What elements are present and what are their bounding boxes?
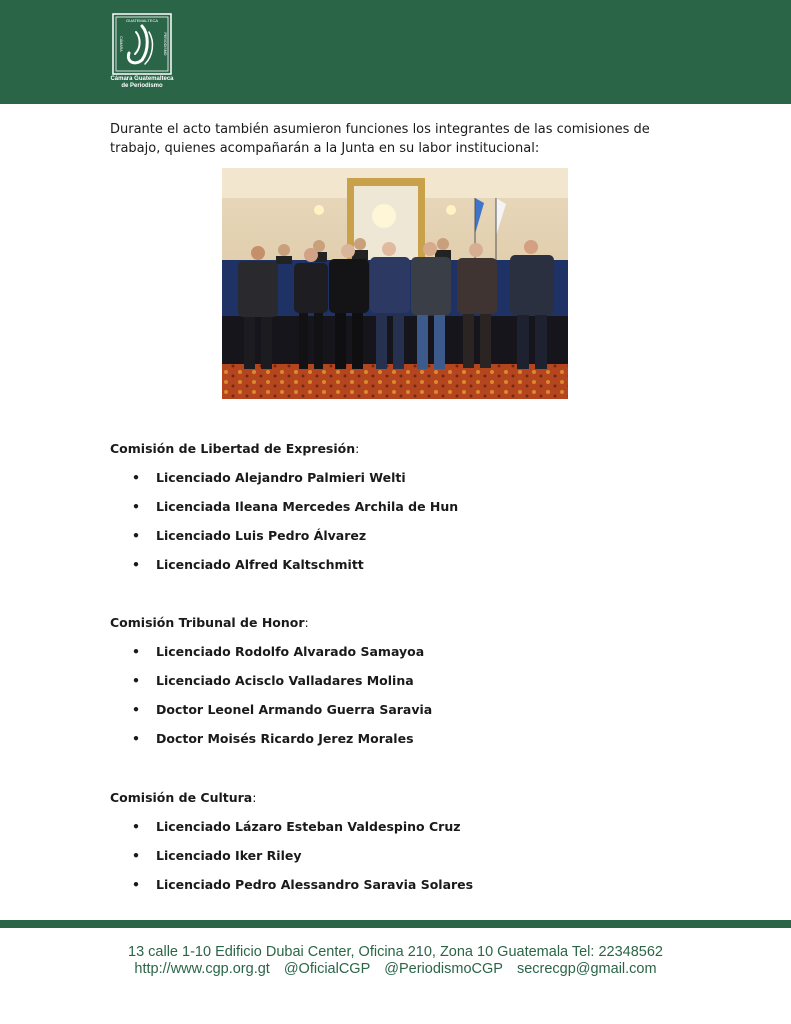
commission-group-photo	[222, 168, 568, 399]
list-item: • Licenciado Alfred Kaltschmitt	[132, 557, 364, 572]
list-item: • Licenciada Ileana Mercedes Archila de Hun	[132, 499, 459, 514]
list-item: • Licenciado Rodolfo Alvarado Samayoa	[132, 644, 425, 659]
footer-links-row	[0, 961, 791, 978]
footer-divider	[0, 920, 791, 928]
list-item: • Licenciado Acisclo Valladares Molina	[132, 673, 414, 688]
bullet-icon: •	[132, 673, 140, 688]
footer-website-link[interactable]: http://www.cgp.org.gt	[134, 961, 270, 977]
footer-handle-periodismocgp[interactable]: @PeriodismoCGP	[384, 961, 503, 977]
bullet-icon: •	[132, 499, 140, 514]
svg-text:PERIODISMO: PERIODISMO	[163, 32, 167, 56]
member-list	[110, 643, 710, 748]
list-item: • Doctor Moisés Ricardo Jerez Morales	[132, 731, 414, 746]
footer-email-link[interactable]: secrecgp@gmail.com	[516, 961, 657, 977]
member-list	[110, 469, 710, 574]
footer-contact	[0, 944, 791, 978]
svg-text:GUATEMALTECA: GUATEMALTECA	[125, 18, 159, 23]
list-item: • Licenciado Iker Riley	[132, 848, 302, 863]
cgp-logo-emblem-icon	[109, 10, 175, 80]
bullet-icon: •	[132, 528, 140, 543]
logo-name-line1: Cámara Guatemalteca	[110, 76, 174, 82]
logo-name-line2: de Periodismo	[121, 83, 163, 89]
bullet-icon: •	[132, 557, 140, 572]
footer-address: 13 calle 1-10 Edificio Dubai Center, Oficina 210, Zona 10 Guatemala Tel: 22348562	[128, 944, 663, 960]
section-title: Comisión de Cultura:	[110, 790, 257, 805]
list-item: • Licenciado Pedro Alessandro Saravia Solares	[132, 877, 474, 892]
section-cultura	[110, 789, 710, 894]
bullet-icon: •	[132, 731, 140, 746]
member-list	[110, 818, 710, 894]
svg-text:CÁMARA: CÁMARA	[119, 36, 123, 52]
intro-text: Durante el acto también asumieron funciones los integrantes de las comisiones de trabajo, quienes acompañarán a la Junta en su labor institucional:	[110, 122, 650, 156]
header-bar	[0, 0, 791, 104]
bullet-icon: •	[132, 470, 140, 485]
list-item: • Licenciado Lázaro Esteban Valdespino Cruz	[132, 819, 461, 834]
section-title: Comisión Tribunal de Honor:	[110, 615, 309, 630]
list-item: • Licenciado Luis Pedro Álvarez	[132, 528, 367, 543]
section-libertad-expresion	[110, 440, 710, 574]
bullet-icon: •	[132, 702, 140, 717]
section-tribunal-honor	[110, 614, 710, 748]
intro-paragraph	[110, 120, 690, 158]
bullet-icon: •	[132, 644, 140, 659]
footer-handle-oficialcgp[interactable]: @OficialCGP	[283, 961, 371, 977]
section-title: Comisión de Libertad de Expresión:	[110, 441, 360, 456]
bullet-icon: •	[132, 819, 140, 834]
list-item: • Doctor Leonel Armando Guerra Saravia	[132, 702, 433, 717]
cgp-logo	[109, 10, 175, 94]
bullet-icon: •	[132, 848, 140, 863]
bullet-icon: •	[132, 877, 140, 892]
list-item: • Licenciado Alejandro Palmieri Welti	[132, 470, 406, 485]
